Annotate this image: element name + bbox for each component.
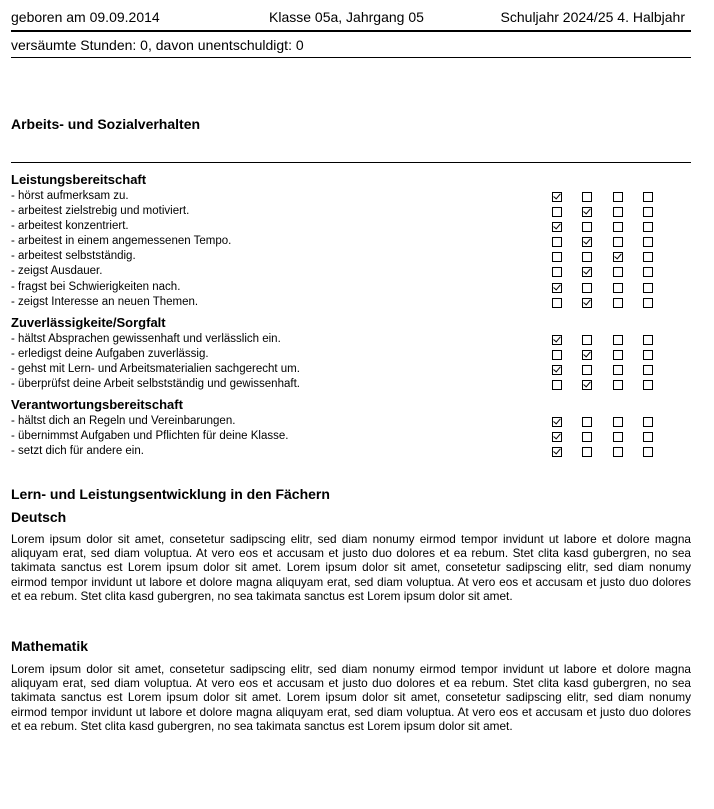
assessment-row xyxy=(11,264,691,279)
assessment-row xyxy=(11,347,691,362)
assessment-row xyxy=(11,219,691,234)
checked-checkbox[interactable] xyxy=(552,192,562,202)
checkbox[interactable] xyxy=(613,267,623,277)
subject-text-mathematik: Lorem ipsum dolor sit amet, consetetur sadipscing elitr, sed diam nonumy eirmod tempor invidunt ut labore et dolore magna aliquyam erat, sed diam voluptua. At vero eos et accusam et justo duo dolores et ea rebum. Stet clita kasd gubergren, no sea takimata sanctus est Lorem ipsum dolor sit amet. Lorem ipsum dolor sit amet, consetetur sadipscing elitr, sed diam nonumy eirmod tempor invidunt ut labore et dolore magna aliquyam erat, sed diam voluptua. At vero eos et accusam et justo duo dolores et ea rebum. Stet clita kasd gubergren, no sea takimata sanctus est Lorem ipsum dolor sit amet. xyxy=(11,662,691,733)
assessment-text: - arbeitest zielstrebig und motiviert. xyxy=(11,205,190,218)
assessment-row xyxy=(11,234,691,249)
report-header xyxy=(11,9,691,27)
assessment-text: - fragst bei Schwierigkeiten nach. xyxy=(11,280,181,293)
checkbox[interactable] xyxy=(643,432,653,442)
behavior-assessment xyxy=(11,171,691,463)
assessment-text: - hörst aufmerksam zu. xyxy=(11,190,129,202)
checkbox[interactable] xyxy=(582,335,592,345)
checkbox[interactable] xyxy=(552,207,562,217)
assessment-row xyxy=(11,189,691,204)
assessment-row xyxy=(11,332,691,347)
checkbox[interactable] xyxy=(643,380,653,390)
section-divider xyxy=(11,162,691,163)
subjects-title: Lern- und Leistungsentwicklung in den Fächern xyxy=(11,486,330,502)
checkbox[interactable] xyxy=(613,222,623,232)
checkbox[interactable] xyxy=(613,350,623,360)
checkbox[interactable] xyxy=(643,237,653,247)
checkbox[interactable] xyxy=(643,207,653,217)
checkbox[interactable] xyxy=(582,432,592,442)
checked-checkbox[interactable] xyxy=(552,283,562,293)
assessment-row xyxy=(11,249,691,264)
assessment-row xyxy=(11,377,691,392)
assessment-text: - arbeitest konzentriert. xyxy=(11,220,129,233)
checked-checkbox[interactable] xyxy=(552,335,562,345)
assessment-text: - arbeitest in einem angemessenen Tempo. xyxy=(11,235,232,248)
school-year: Schuljahr 2024/25 4. Halbjahr xyxy=(500,9,685,25)
assessment-text: - setzt dich für andere ein. xyxy=(11,445,144,458)
checked-checkbox[interactable] xyxy=(552,222,562,232)
checkbox[interactable] xyxy=(582,447,592,457)
group-items xyxy=(11,189,691,310)
assessment-text: - erledigst deine Aufgaben zuverlässig. xyxy=(11,347,209,360)
checkbox[interactable] xyxy=(643,283,653,293)
checkbox[interactable] xyxy=(613,380,623,390)
checkbox[interactable] xyxy=(582,222,592,232)
checkbox[interactable] xyxy=(582,192,592,202)
checked-checkbox[interactable] xyxy=(552,432,562,442)
assessment-text: - überprüfst deine Arbeit selbstständig und gewissenhaft. xyxy=(11,378,300,391)
checked-checkbox[interactable] xyxy=(552,447,562,457)
checkbox[interactable] xyxy=(552,237,562,247)
checkbox[interactable] xyxy=(552,350,562,360)
checkbox[interactable] xyxy=(643,298,653,308)
assessment-text: - hältst Absprachen gewissenhaft und verlässlich ein. xyxy=(11,332,281,345)
assessment-text: - gehst mit Lern- und Arbeitsmaterialien sachgerecht um. xyxy=(11,362,300,375)
checkbox[interactable] xyxy=(613,335,623,345)
assessment-text: - übernimmst Aufgaben und Pflichten für deine Klasse. xyxy=(11,430,289,443)
assessment-row xyxy=(11,204,691,219)
checkbox[interactable] xyxy=(613,192,623,202)
assessment-row xyxy=(11,429,691,444)
assessment-text: - zeigst Interesse an neuen Themen. xyxy=(11,295,199,308)
assessment-row xyxy=(11,414,691,429)
checked-checkbox[interactable] xyxy=(582,298,592,308)
group-title: Zuverlässigkeite/Sorgfalt xyxy=(11,314,166,330)
checkbox[interactable] xyxy=(643,365,653,375)
checkbox[interactable] xyxy=(613,298,623,308)
checkbox[interactable] xyxy=(582,365,592,375)
subject-text-deutsch: Lorem ipsum dolor sit amet, consetetur sadipscing elitr, sed diam nonumy eirmod tempor invidunt ut labore et dolore magna aliquyam erat, sed diam voluptua. At vero eos et accusam et justo duo dolores et ea rebum. Stet clita kasd gubergren, no sea takimata sanctus est Lorem ipsum dolor sit amet. Lorem ipsum dolor sit amet, consetetur sadipscing elitr, sed diam nonumy eirmod tempor invidunt ut labore et dolore magna aliquyam erat, sed diam voluptua. At vero eos et accusam et justo duo dolores et ea rebum. Stet clita kasd gubergren, no sea takimata sanctus est Lorem ipsum dolor sit amet. xyxy=(11,532,691,603)
checkbox[interactable] xyxy=(613,365,623,375)
subject-title-mathematik: Mathematik xyxy=(11,638,89,654)
assessment-row xyxy=(11,444,691,459)
checkbox[interactable] xyxy=(643,350,653,360)
checkbox[interactable] xyxy=(643,335,653,345)
checked-checkbox[interactable] xyxy=(582,350,592,360)
group-title: Verantwortungsbereitschaft xyxy=(11,397,183,413)
checkbox[interactable] xyxy=(552,380,562,390)
assessment-row xyxy=(11,295,691,310)
checkbox[interactable] xyxy=(582,283,592,293)
section-title: Arbeits- und Sozialverhalten xyxy=(11,116,201,132)
class-info: Klasse 05a, Jahrgang 05 xyxy=(269,9,424,25)
checkbox[interactable] xyxy=(613,432,623,442)
checkbox[interactable] xyxy=(552,298,562,308)
absence-divider xyxy=(11,57,691,58)
assessment-text: - hältst dich an Regeln und Vereinbarungen. xyxy=(11,415,236,428)
checkbox[interactable] xyxy=(643,192,653,202)
checkbox[interactable] xyxy=(613,417,623,427)
assessment-row xyxy=(11,362,691,377)
checkbox[interactable] xyxy=(613,283,623,293)
checked-checkbox[interactable] xyxy=(582,237,592,247)
checkbox[interactable] xyxy=(643,222,653,232)
group-items xyxy=(11,332,691,392)
checkbox[interactable] xyxy=(643,417,653,427)
checked-checkbox[interactable] xyxy=(552,365,562,375)
checkbox[interactable] xyxy=(552,252,562,262)
checked-checkbox[interactable] xyxy=(582,380,592,390)
checkbox[interactable] xyxy=(582,417,592,427)
checkbox[interactable] xyxy=(613,447,623,457)
checkbox[interactable] xyxy=(552,267,562,277)
checked-checkbox[interactable] xyxy=(582,267,592,277)
birth-date: geboren am 09.09.2014 xyxy=(11,9,160,25)
absence-info: versäumte Stunden: 0, davon unentschuldigt: 0 xyxy=(11,37,304,53)
assessment-row xyxy=(11,280,691,295)
assessment-text: - arbeitest selbstständig. xyxy=(11,250,136,263)
checkbox[interactable] xyxy=(643,267,653,277)
checked-checkbox[interactable] xyxy=(613,252,623,262)
checkbox[interactable] xyxy=(613,237,623,247)
checkbox[interactable] xyxy=(643,447,653,457)
checkbox[interactable] xyxy=(582,252,592,262)
group-items xyxy=(11,414,691,459)
subject-title-deutsch: Deutsch xyxy=(11,509,67,525)
header-divider xyxy=(11,30,691,32)
assessment-text: - zeigst Ausdauer. xyxy=(11,265,103,278)
checkbox[interactable] xyxy=(643,252,653,262)
group-title: Leistungsbereitschaft xyxy=(11,172,147,187)
checked-checkbox[interactable] xyxy=(552,417,562,427)
checked-checkbox[interactable] xyxy=(582,207,592,217)
checkbox[interactable] xyxy=(613,207,623,217)
